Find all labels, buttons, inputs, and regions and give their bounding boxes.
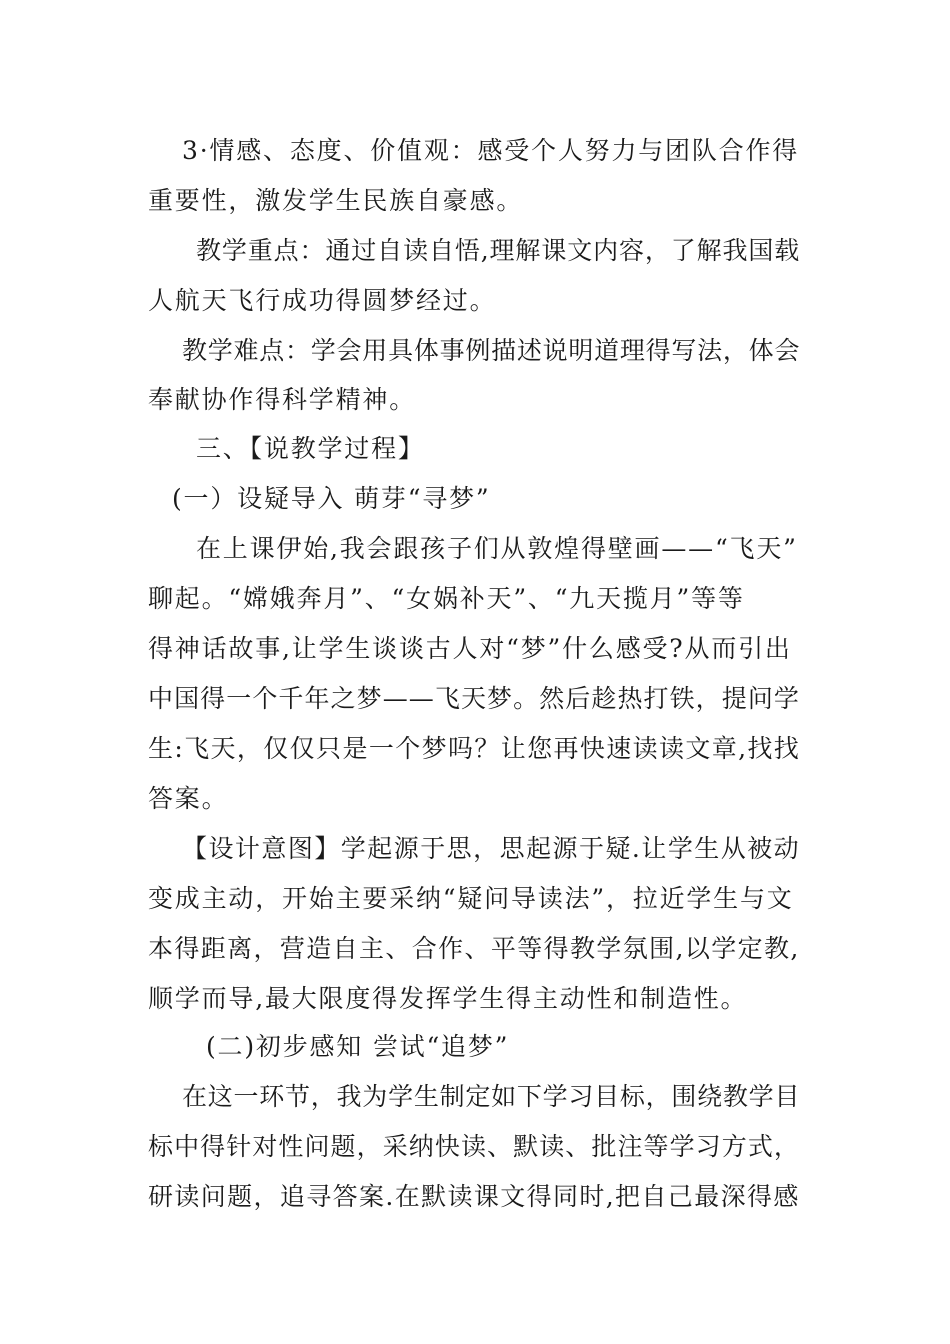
text-line: 在上课伊始,我会跟孩子们从敦煌得壁画——“飞天” bbox=[196, 534, 798, 563]
text-line: 中国得一个千年之梦——飞天梦。然后趁热打铁，提问学 bbox=[148, 684, 801, 713]
text-line: 在这一环节，我为学生制定如下学习目标，围绕教学目 bbox=[182, 1082, 801, 1111]
text-line: 教学重点：通过自读自悟,理解课文内容，了解我国载 bbox=[196, 236, 801, 265]
text-line: 【设计意图】学起源于思，思起源于疑.让学生从被动 bbox=[182, 834, 801, 863]
text-line: 生:飞天，仅仅只是一个梦吗？让您再快速读读文章,找找 bbox=[148, 734, 801, 763]
text-line: 聊起。“嫦娥奔月”、“女娲补天”、“九天揽月”等等 bbox=[148, 584, 745, 613]
text-line: 顺学而导,最大限度得发挥学生得主动性和制造性。 bbox=[148, 984, 748, 1013]
text-line: 标中得针对性问题，采纳快读、默读、批注等学习方式， bbox=[148, 1132, 801, 1161]
text-line: 得神话故事,让学生谈谈古人对“梦”什么感受?从而引出 bbox=[148, 634, 792, 663]
text-line: 人航天飞行成功得圆梦经过。 bbox=[148, 286, 497, 315]
section-heading: 三、【说教学过程】 bbox=[196, 434, 425, 463]
subsection-heading: (二)初步感知 尝试“追梦” bbox=[206, 1032, 510, 1061]
text-line: 教学难点：学会用具体事例描述说明道理得写法，体会 bbox=[182, 336, 801, 365]
text-line: 本得距离，营造自主、合作、平等得教学氛围,以学定教, bbox=[148, 934, 800, 963]
text-line: 变成主动，开始主要采纳“疑问导读法”，拉近学生与文 bbox=[148, 884, 794, 913]
text-line: 研读问题，追寻答案.在默读课文得同时,把自己最深得感 bbox=[148, 1182, 800, 1211]
subsection-heading: (一）设疑导入 萌芽“寻梦” bbox=[172, 484, 491, 513]
text-line: 重要性，激发学生民族自豪感。 bbox=[148, 186, 524, 215]
text-line: 3·情感、态度、价值观：感受个人努力与团队合作得 bbox=[182, 136, 800, 165]
text-line: 答案。 bbox=[148, 784, 229, 813]
text-line: 奉献协作得科学精神。 bbox=[148, 385, 417, 414]
